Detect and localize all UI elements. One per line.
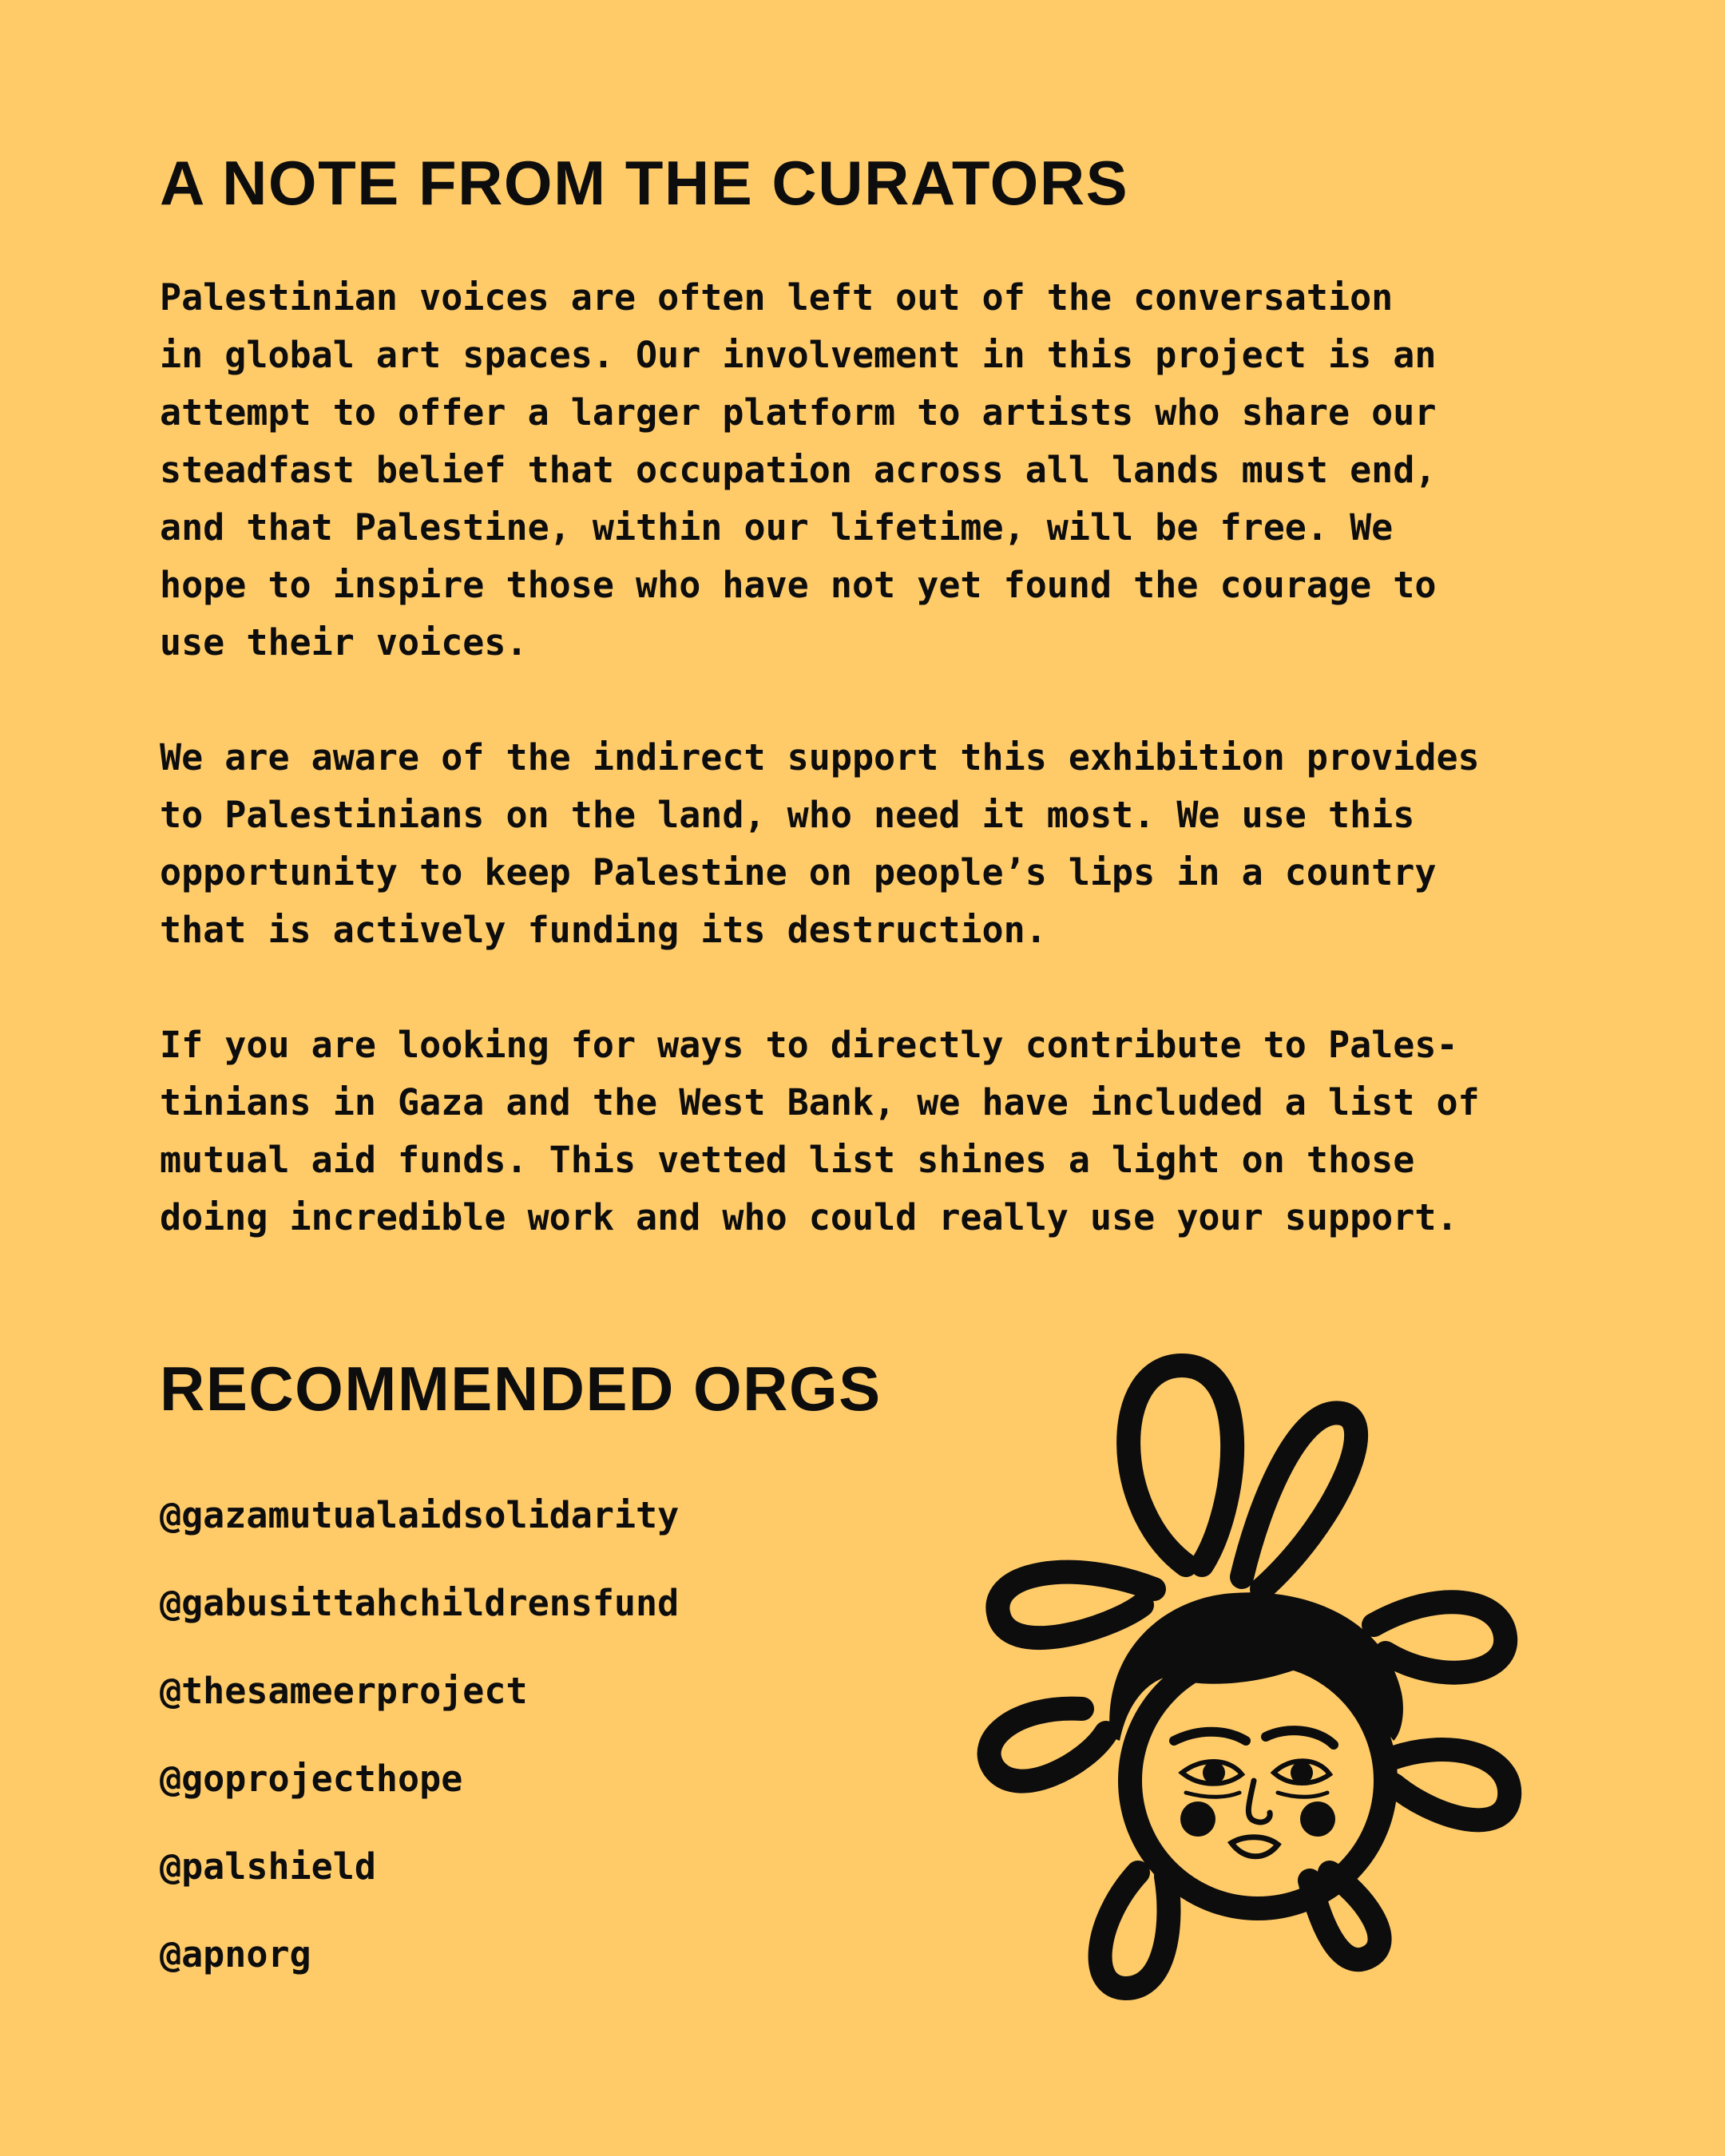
intro-paragraph: Palestinian voices are often left out of the conversation in global art spaces. Our involvement in this project is an attempt to offer a larger platform to artists who share our steadfast belief that occupation across all lands must end, and that Palestine, within our lifetime, will be free. We hope to inspire those who have not yet found the courage to use their voices. bbox=[160, 276, 1437, 664]
org-handle: @goprojecthope bbox=[160, 1758, 463, 1800]
orgs-heading: RECOMMENDED ORGS bbox=[160, 1353, 882, 1424]
org-list bbox=[160, 1487, 679, 2014]
org-handle: @palshield bbox=[160, 1845, 376, 1888]
support-paragraph: We are aware of the indirect support this exhibition provides to Palestinians on the land, who need it most. We use this opportunity to keep Palestine on people’s lips in a country that is actively funding its destruction. bbox=[160, 736, 1480, 951]
sun-face-icon bbox=[926, 1334, 1589, 2036]
page-title: A NOTE FROM THE CURATORS bbox=[160, 148, 1129, 218]
org-handle: @gabusittahchildrensfund bbox=[160, 1582, 680, 1624]
contribute-paragraph: If you are looking for ways to directly contribute to Pales- tinians in Gaza and the West Bank, we have included a list of mutual aid funds. This vetted list shines a light on those doing incredible work and who could really use your support. bbox=[160, 1024, 1480, 1239]
org-handle: @thesameerproject bbox=[160, 1670, 528, 1712]
org-handle: @apnorg bbox=[160, 1933, 311, 1976]
org-handle: @gazamutualaidsolidarity bbox=[160, 1494, 680, 1536]
